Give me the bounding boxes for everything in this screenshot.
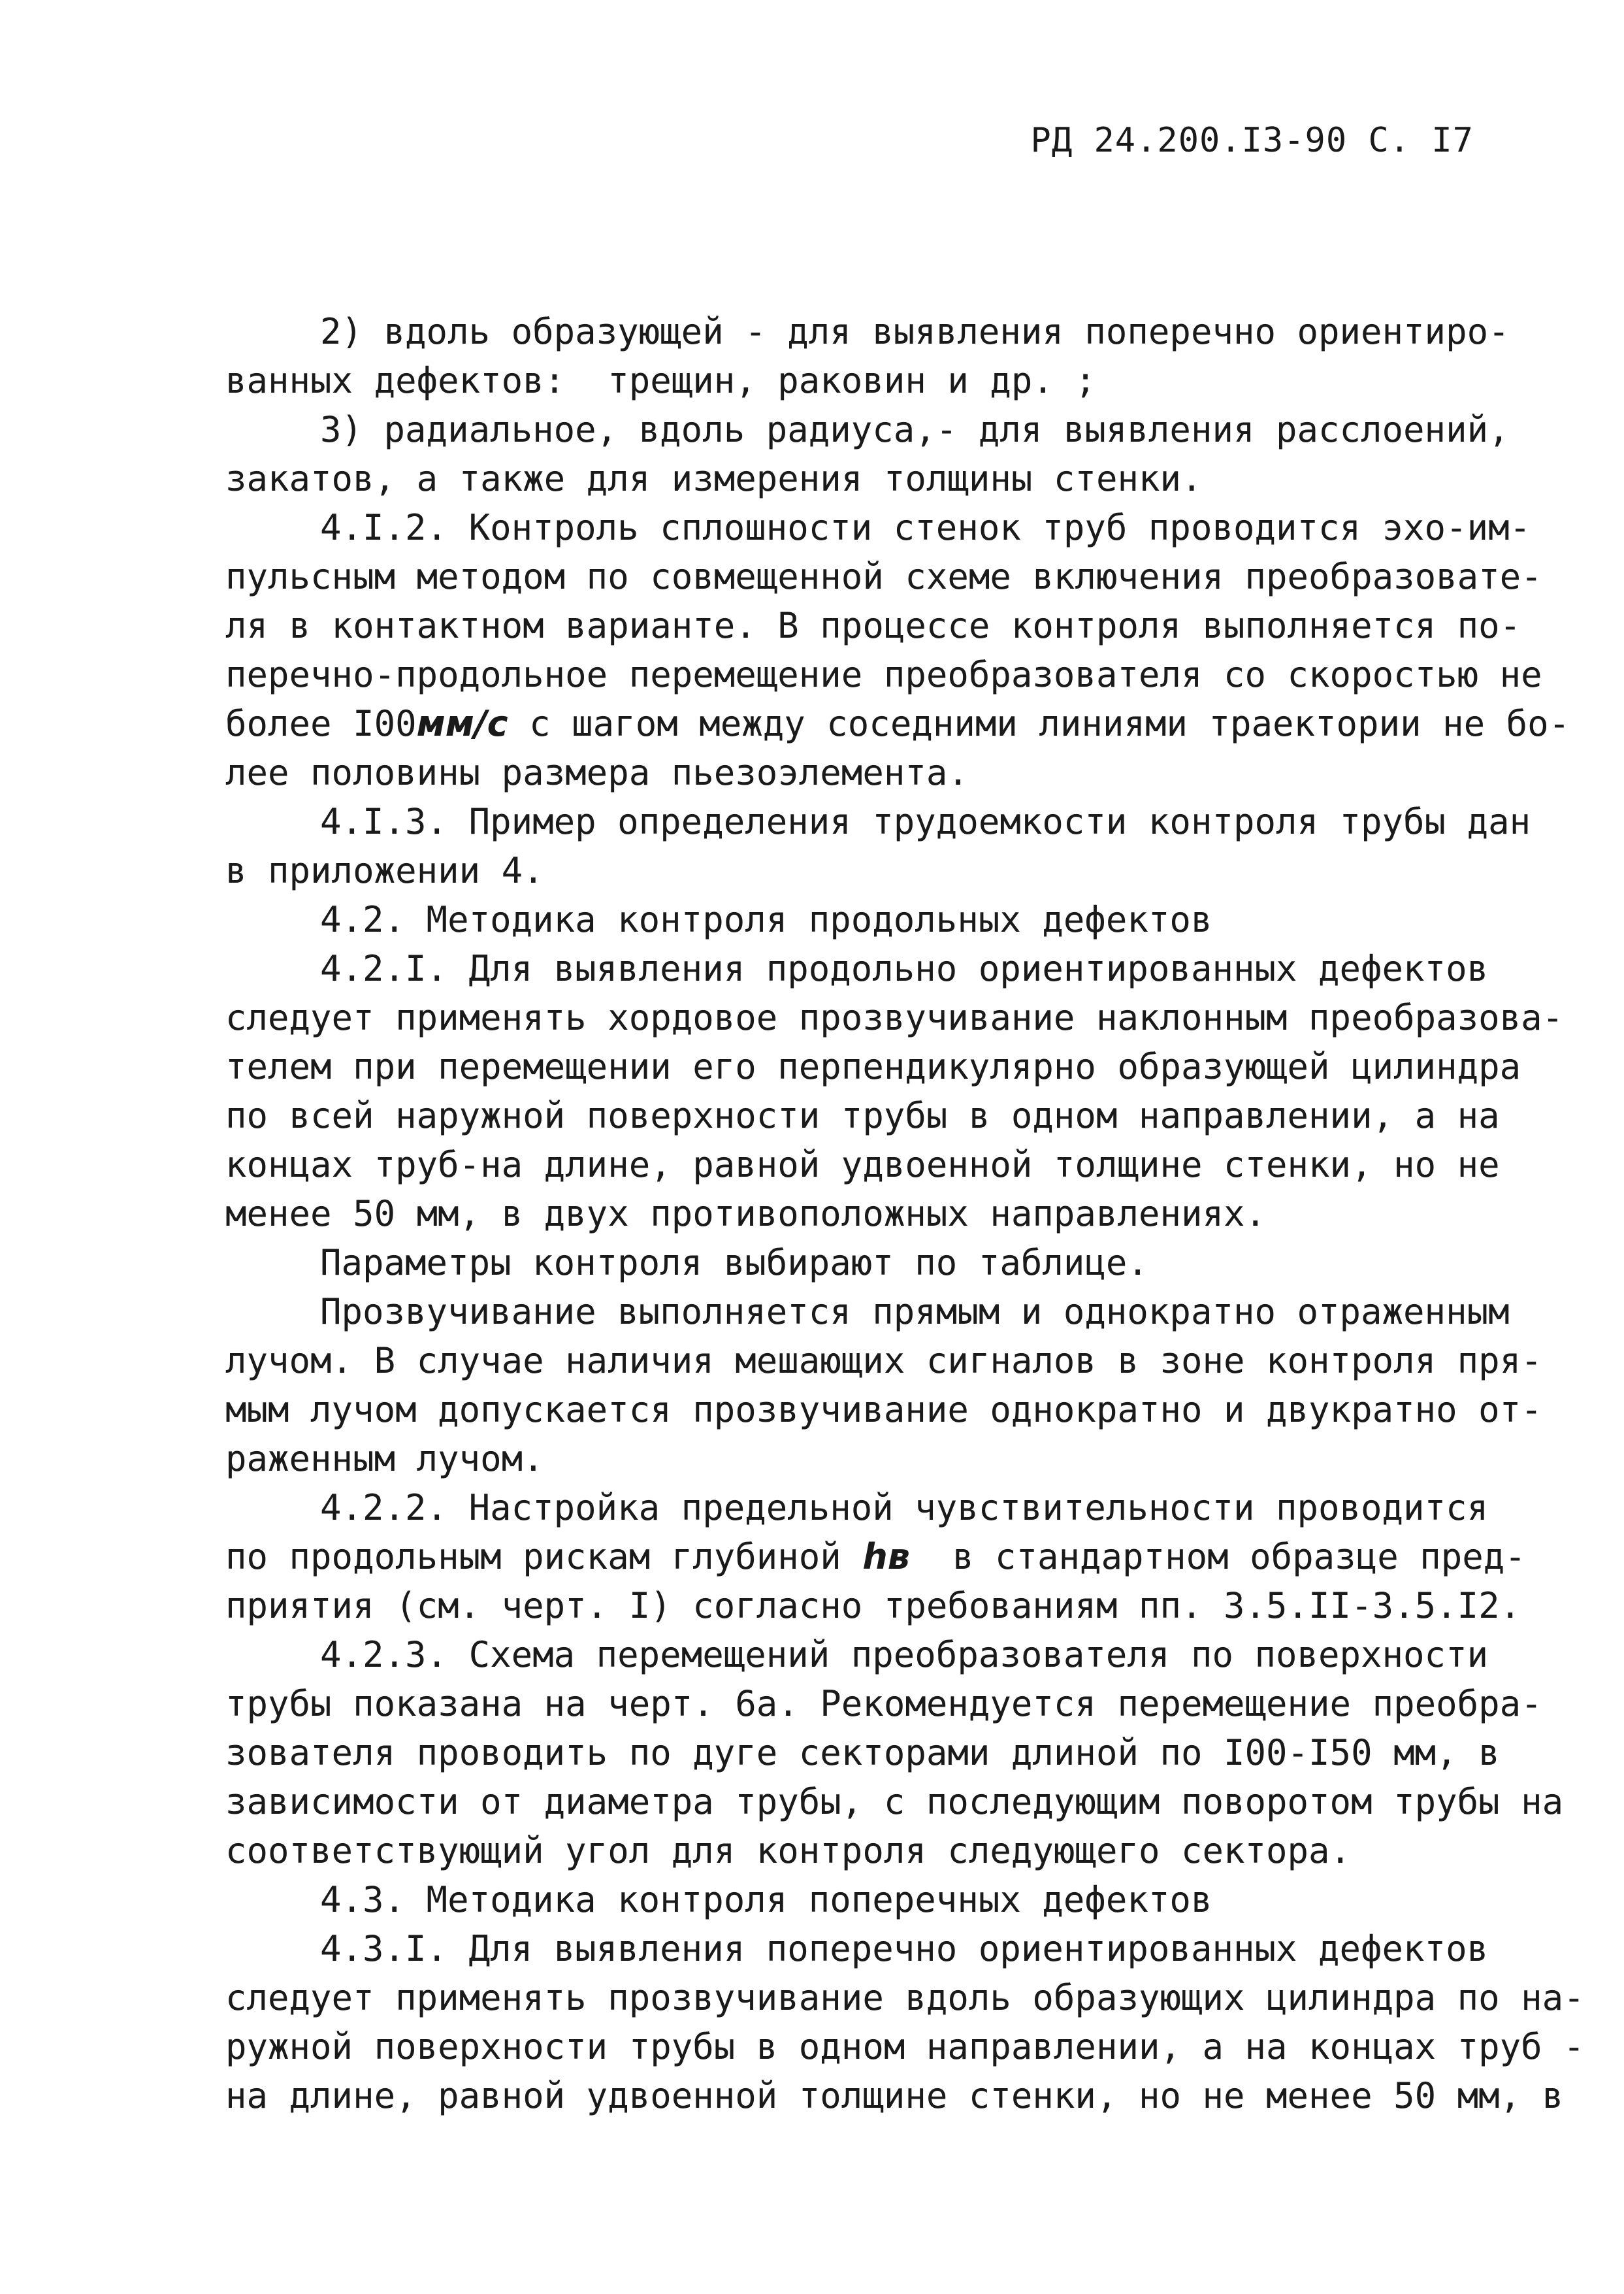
text-line: телем при перемещении его перпендикулярно образующей цилиндра: [225, 1046, 1521, 1087]
text-line: 4.I.3. Пример определения трудоемкости контроля трубы дан: [320, 801, 1531, 842]
text-line: менее 50 мм, в двух противоположных направлениях.: [225, 1193, 1267, 1234]
text-line: [225, 699, 1570, 748]
text-line: трубы показана на черт. 6а. Рекомендуется перемещение преобра-: [225, 1683, 1542, 1724]
section-heading-4-3: 4.3. Методика контроля поперечных дефектов: [320, 1879, 1212, 1920]
body-text: [225, 307, 1585, 2120]
text-segment: с шагом между соседними линиями траектории не бо-: [508, 703, 1570, 744]
text-line: ружной поверхности трубы в одном направлении, а на концах труб -: [225, 2026, 1585, 2067]
text-line: 3) радиальное, вдоль радиуса,- для выявления расслоений,: [320, 409, 1510, 450]
handwritten-symbol-hv: hв: [862, 1536, 910, 1577]
text-line: в приложении 4.: [225, 850, 544, 891]
text-line: соответствующий угол для контроля следующего сектора.: [225, 1830, 1352, 1871]
text-line: зователя проводить по дуге секторами длиной по I00-I50 мм, в: [225, 1732, 1500, 1773]
text-line: перечно-продольное перемещение преобразователя со скоростью не: [225, 654, 1542, 695]
text-line: пульсным методом по совмещенной схеме включения преобразовате-: [225, 556, 1542, 597]
text-line: ванных дефектов: трещин, раковин и др. ;: [225, 360, 1096, 401]
text-line: следует применять прозвучивание вдоль образующих цилиндра по на-: [225, 1977, 1585, 2018]
text-line: 4.3.I. Для выявления поперечно ориентированных дефектов: [320, 1928, 1489, 1969]
text-line: на длине, равной удвоенной толщине стенки, но не менее 50 мм, в: [225, 2075, 1564, 2116]
text-line: следует применять хордовое прозвучивание наклонным преобразова-: [225, 997, 1564, 1038]
section-heading-4-2: 4.2. Методика контроля продольных дефектов: [320, 899, 1212, 940]
text-line: 4.2.I. Для выявления продольно ориентированных дефектов: [320, 948, 1489, 989]
text-line: лучом. В случае наличия мешающих сигналов в зоне контроля пря-: [225, 1340, 1542, 1381]
text-line: лее половины размера пьезоэлемента.: [225, 752, 969, 793]
text-line: закатов, а также для измерения толщины стенки.: [225, 458, 1203, 499]
text-line: концах труб-на длине, равной удвоенной толщине стенки, но не: [225, 1144, 1500, 1185]
text-line: Прозвучивание выполняется прямым и однократно отраженным: [320, 1291, 1510, 1332]
text-line: 2) вдоль образующей - для выявления поперечно ориентиро-: [320, 311, 1510, 352]
text-segment: по продольным рискам глубиной: [225, 1536, 863, 1577]
handwritten-unit-mm-per-s: мм/с: [416, 703, 508, 744]
text-line: ля в контактном варианте. В процессе контроля выполняется по-: [225, 605, 1521, 646]
page-header-doc-ref: РД 24.200.I3-90 С. I7: [1030, 121, 1474, 160]
text-line: зависимости от диаметра трубы, с последующим поворотом трубы на: [225, 1781, 1564, 1822]
text-segment: в стандартном образце пред-: [909, 1536, 1526, 1577]
text-line: 4.2.3. Схема перемещений преобразователя по поверхности: [320, 1634, 1489, 1675]
text-line: мым лучом допускается прозвучивание однократно и двукратно от-: [225, 1389, 1542, 1430]
text-line: по всей наружной поверхности трубы в одном направлении, а на: [225, 1095, 1500, 1136]
text-line: 4.I.2. Контроль сплошности стенок труб проводится эхо-им-: [320, 507, 1531, 548]
text-line: Параметры контроля выбирают по таблице.: [320, 1242, 1148, 1283]
text-line: раженным лучом.: [225, 1438, 544, 1479]
text-segment: более I00: [225, 703, 417, 744]
text-line: 4.2.2. Настройка предельной чувствительности проводится: [320, 1487, 1489, 1528]
text-line: приятия (см. черт. I) согласно требованиям пп. 3.5.II-3.5.I2.: [225, 1585, 1521, 1626]
text-line: [225, 1532, 1526, 1581]
